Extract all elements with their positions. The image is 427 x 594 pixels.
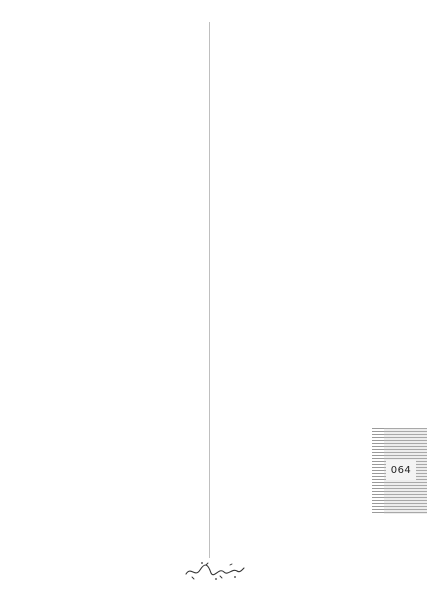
article-column-left: [56, 18, 204, 548]
column-divider: [209, 22, 210, 558]
page-number: 064: [386, 460, 416, 480]
article-column-right: [216, 18, 364, 566]
calligraphy-logo: [182, 558, 246, 582]
page-tab-fringe: [372, 428, 384, 514]
page-number-tab: [372, 428, 427, 514]
